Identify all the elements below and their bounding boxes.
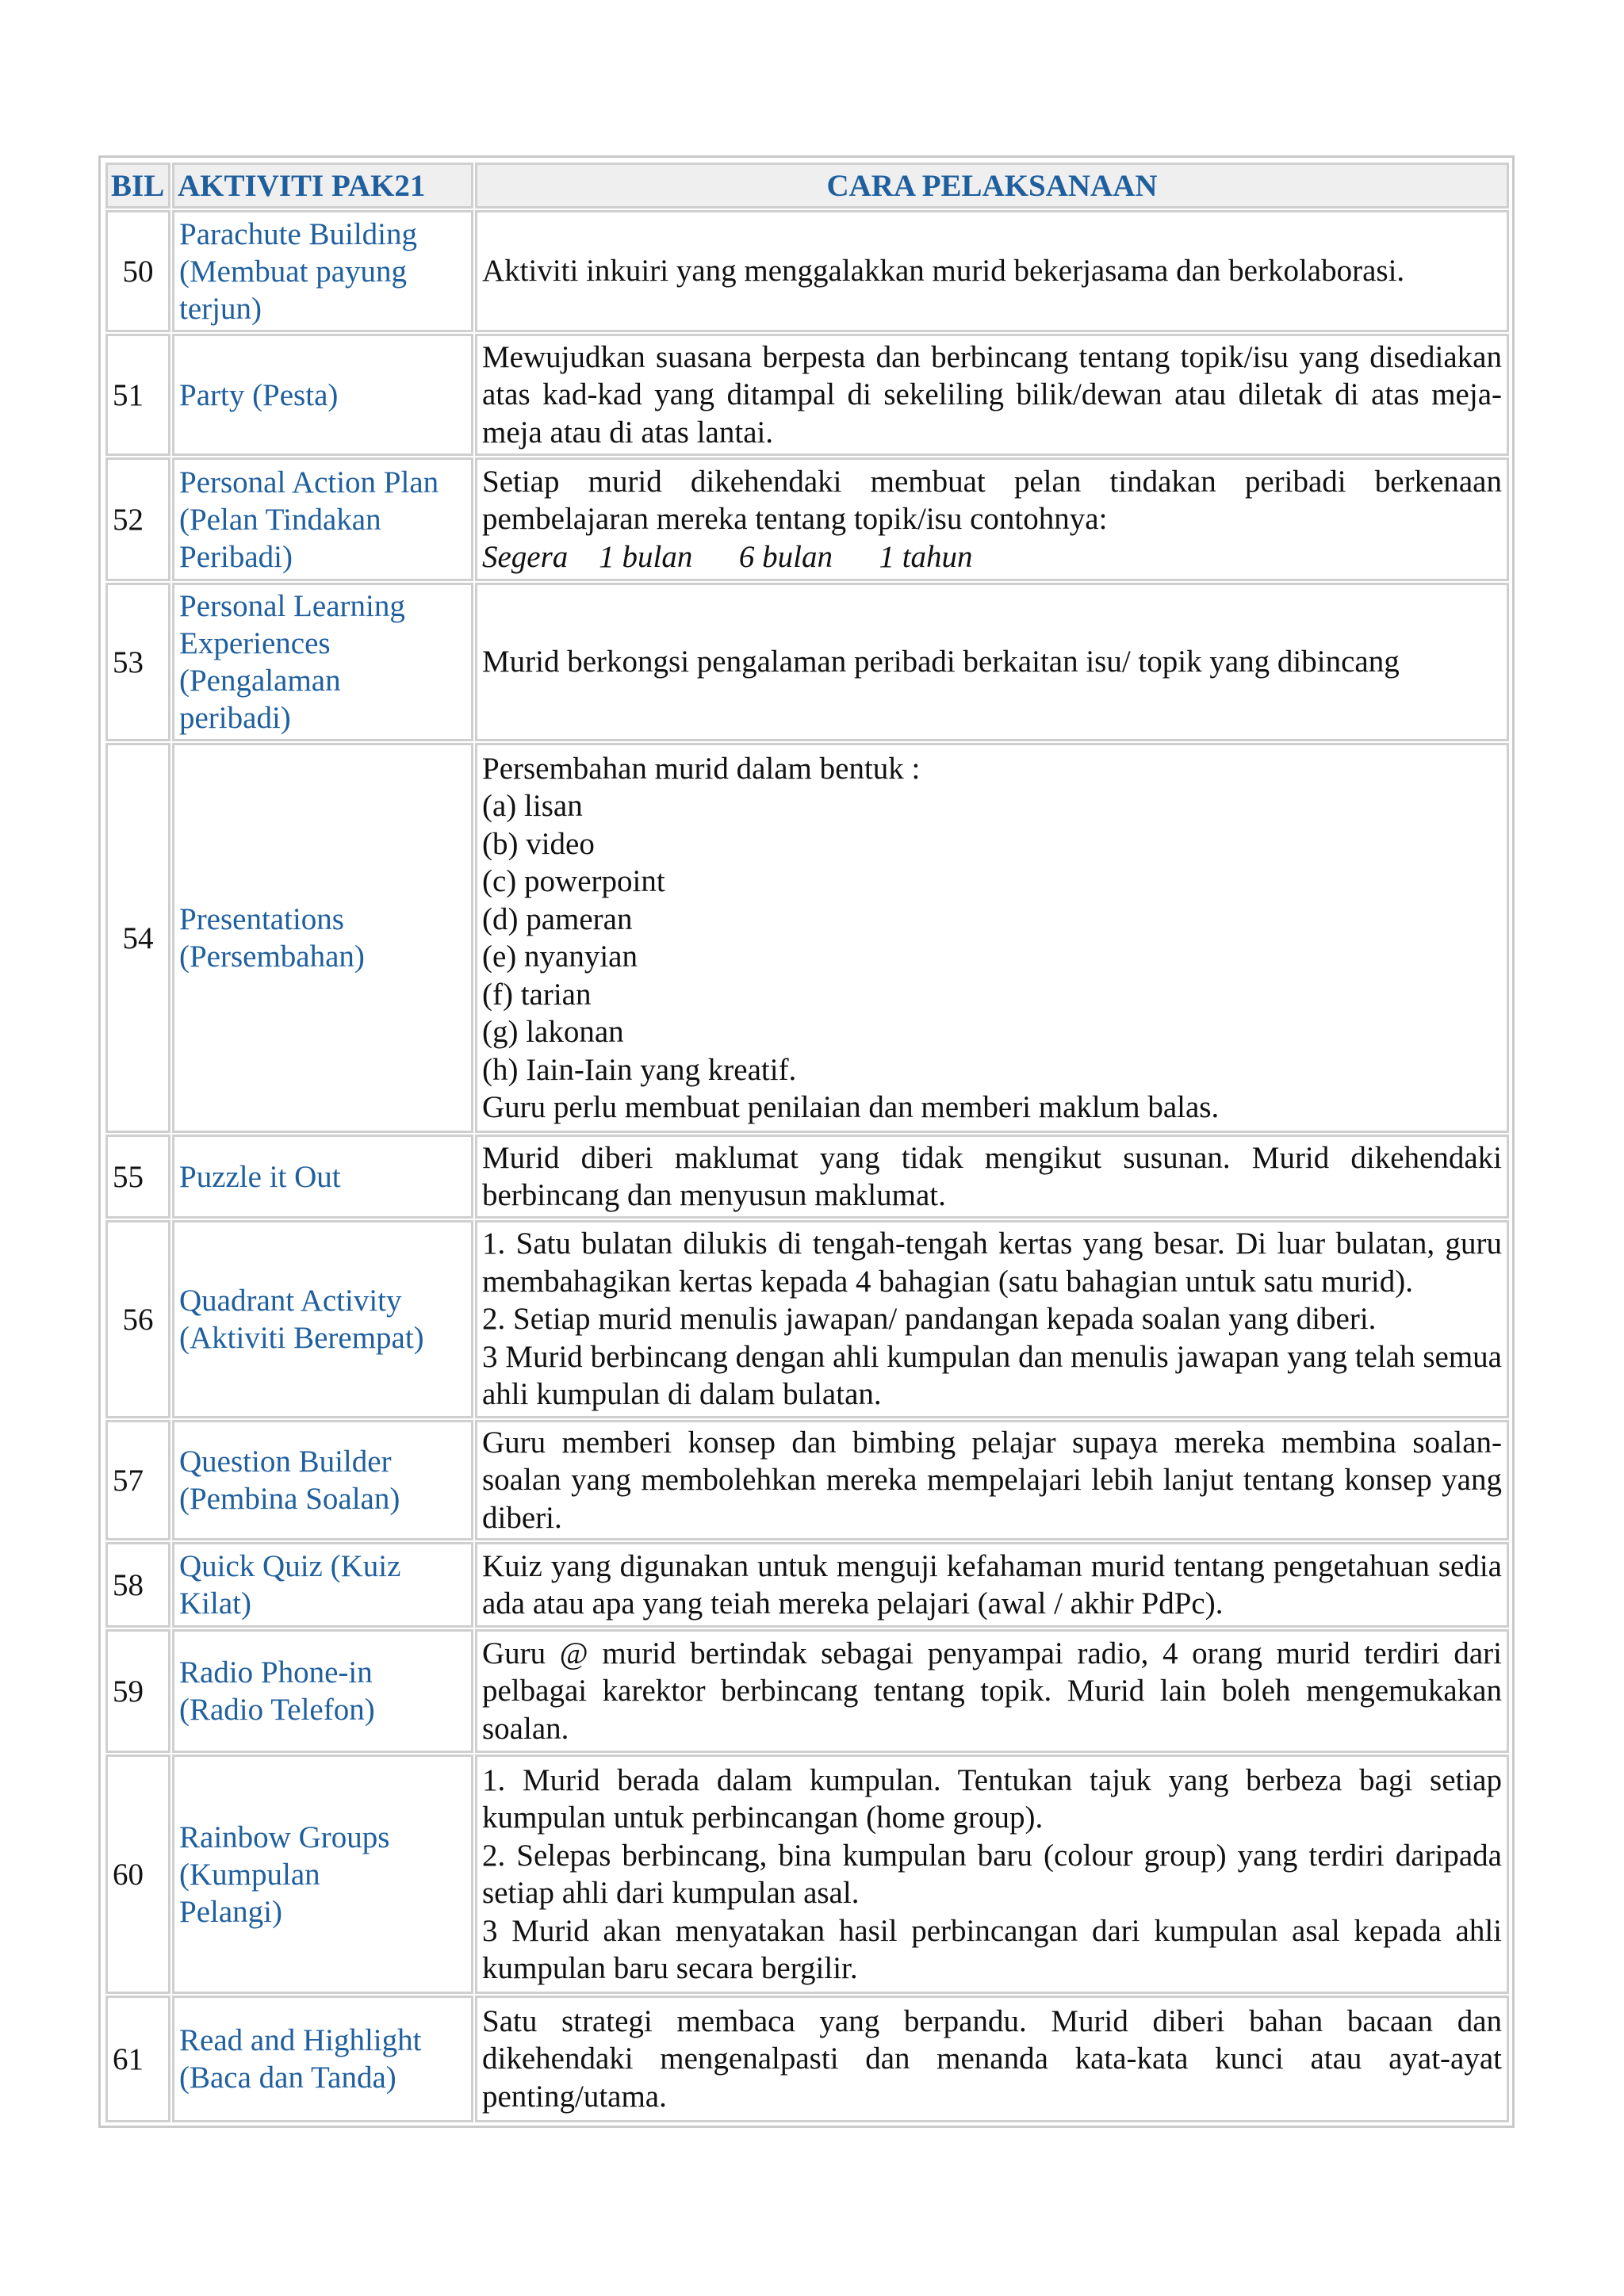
activity-line: Kilat) xyxy=(179,1586,251,1621)
row-number: 52 xyxy=(105,457,170,581)
header-cara-pelaksanaan: CARA PELAKSANAAN xyxy=(475,163,1509,209)
activity-line: Quick Quiz (Kuiz xyxy=(179,1549,401,1583)
row-number: 58 xyxy=(105,1542,170,1628)
activity-line: terjun) xyxy=(179,291,262,326)
activity-description xyxy=(475,1135,1509,1219)
row-number: 61 xyxy=(105,1996,170,2122)
activity-line: Read and Highlight xyxy=(179,2023,422,2057)
activity-description xyxy=(475,1755,1509,1994)
activity-description xyxy=(475,1220,1509,1418)
activity-name xyxy=(172,743,473,1133)
activity-name xyxy=(172,1420,473,1540)
activity-description xyxy=(475,334,1509,456)
description-text: Guru memberi konsep dan bimbing pelajar supaya mereka membina soalan-soalan yang membolehkan mereka mempelajari lebih lanjut tentang konsep yang diberi. xyxy=(482,1425,1502,1535)
description-text: Satu strategi membaca yang berpandu. Murid diberi bahan bacaan dan dikehendaki mengenalpasti dan menanda kata-kata kunci atau ayat-ayat penting/utama. xyxy=(482,2003,1502,2114)
activity-description xyxy=(475,583,1509,741)
activity-name xyxy=(172,210,473,332)
row-number: 55 xyxy=(105,1135,170,1219)
description-text: Aktiviti inkuiri yang menggalakkan murid bekerjasama dan berkolaborasi. xyxy=(482,254,1405,289)
description-text: 1. Murid berada dalam kumpulan. Tentukan tajuk yang berbeza bagi setiap kumpulan untuk perbincangan (home group). xyxy=(482,1762,1502,1835)
activity-line: Radio Phone-in xyxy=(179,1655,373,1689)
row-number: 60 xyxy=(105,1755,170,1994)
activity-name xyxy=(172,1996,473,2122)
row-number: 53 xyxy=(105,583,170,741)
description-text: 1. Satu bulatan dilukis di tengah-tengah kertas yang besar. Di luar bulatan, guru membahagikan kertas kepada 4 bahagian (satu bahagian untuk satu murid). xyxy=(482,1226,1502,1299)
activity-line: Experiences xyxy=(179,626,331,660)
description-text: 3 Murid akan menyatakan hasil perbincangan dari kumpulan asal kepada ahli kumpulan baru secara bergilir. xyxy=(482,1913,1502,1985)
activity-line: Personal Action Plan xyxy=(179,465,439,499)
activity-description xyxy=(475,457,1509,581)
activity-line: (Membuat payung xyxy=(179,254,408,289)
activity-description xyxy=(475,1629,1509,1753)
row-number: 56 xyxy=(105,1220,170,1418)
description-text: (c) powerpoint xyxy=(482,864,665,898)
activity-line: (Aktiviti Berempat) xyxy=(179,1321,424,1355)
activity-line: (Kumpulan xyxy=(179,1857,320,1892)
activity-name xyxy=(172,1135,473,1219)
activity-line: Puzzle it Out xyxy=(179,1159,341,1194)
activity-line: (Pengalaman xyxy=(179,664,341,698)
header-bil: BIL xyxy=(105,163,170,209)
activity-name xyxy=(172,583,473,741)
description-text: Murid berkongsi pengalaman peribadi berkaitan isu/ topik yang dibincang xyxy=(482,645,1400,679)
description-text: (f) tarian xyxy=(482,977,592,1012)
activity-line: Peribadi) xyxy=(179,539,293,574)
description-text: 2. Selepas berbincang, bina kumpulan baru (colour group) yang terdiri daripada setiap ahli dari kumpulan asal. xyxy=(482,1838,1502,1910)
description-text: Setiap murid dikehendaki membuat pelan tindakan peribadi berkenaan pembelajaran mereka tentang topik/isu contohnya: xyxy=(482,464,1502,537)
activity-line: peribadi) xyxy=(179,701,291,735)
activity-name xyxy=(172,334,473,456)
description-text: (e) nyanyian xyxy=(482,939,638,974)
activity-description xyxy=(475,1542,1509,1628)
description-text: (b) video xyxy=(482,826,595,861)
activity-description xyxy=(475,210,1509,332)
description-text: (h) Iain-Iain yang kreatif. xyxy=(482,1052,797,1087)
description-text: (g) lakonan xyxy=(482,1015,624,1049)
activity-name xyxy=(172,1542,473,1628)
row-number: 59 xyxy=(105,1629,170,1753)
description-text: (d) pameran xyxy=(482,901,633,936)
activity-line: Quadrant Activity xyxy=(179,1284,402,1318)
activity-line: (Pembina Soalan) xyxy=(179,1482,400,1516)
activity-description xyxy=(475,1996,1509,2122)
activity-line: (Baca dan Tanda) xyxy=(179,2061,396,2095)
description-text: Murid diberi maklumat yang tidak mengikut susunan. Murid dikehendaki berbincang dan menyusun maklumat. xyxy=(482,1140,1502,1212)
activity-line: Question Builder xyxy=(179,1445,392,1479)
activity-line: (Persembahan) xyxy=(179,939,365,974)
description-text: Guru perlu membuat penilaian dan memberi maklum balas. xyxy=(482,1090,1220,1124)
activity-line: Presentations xyxy=(179,902,344,936)
activity-description xyxy=(475,743,1509,1133)
activity-line: (Radio Telefon) xyxy=(179,1693,375,1727)
description-text: Kuiz yang digunakan untuk menguji kefahaman murid tentang pengetahuan sedia ada atau apa yang teiah mereka pelajari (awal / akhir PdPc). xyxy=(482,1548,1502,1621)
description-text: Persembahan murid dalam bentuk : xyxy=(482,751,921,786)
row-number: 51 xyxy=(105,334,170,456)
description-text: 2. Setiap murid menulis jawapan/ pandangan kepada soalan yang diberi. xyxy=(482,1302,1377,1337)
row-number: 54 xyxy=(105,743,170,1133)
header-aktiviti: AKTIVITI PAK21 xyxy=(172,163,473,209)
description-text: (a) lisan xyxy=(482,789,583,823)
timeline-text: Segera 1 bulan 6 bulan 1 tahun xyxy=(482,539,973,574)
activity-line: Rainbow Groups xyxy=(179,1820,390,1854)
activity-line: (Pelan Tindakan xyxy=(179,502,381,537)
row-number: 50 xyxy=(105,210,170,332)
description-text: Guru @ murid bertindak sebagai penyampai radio, 4 orang murid terdiri dari pelbagai karektor berbincang tentang topik. Murid lain boleh mengemukakan soalan. xyxy=(482,1636,1502,1746)
activity-description xyxy=(475,1420,1509,1540)
activity-line: Pelangi) xyxy=(179,1894,282,1929)
activity-line: Party (Pesta) xyxy=(179,377,339,412)
activity-name xyxy=(172,1755,473,1994)
activity-table xyxy=(98,155,1515,2128)
activity-line: Personal Learning xyxy=(179,589,405,623)
row-number: 57 xyxy=(105,1420,170,1540)
activity-name xyxy=(172,457,473,581)
activity-name xyxy=(172,1629,473,1753)
description-text: Mewujudkan suasana berpesta dan berbincang tentang topik/isu yang disediakan atas kad-kad yang ditampal di sekeliling bilik/dewan atau diletak di atas meja-meja atau di atas lantai. xyxy=(482,339,1502,450)
description-text: 3 Murid berbincang dengan ahli kumpulan dan menulis jawapan yang telah semua ahli kumpulan di dalam bulatan. xyxy=(482,1339,1502,1412)
activity-name xyxy=(172,1220,473,1418)
activity-line: Parachute Building xyxy=(179,216,418,251)
